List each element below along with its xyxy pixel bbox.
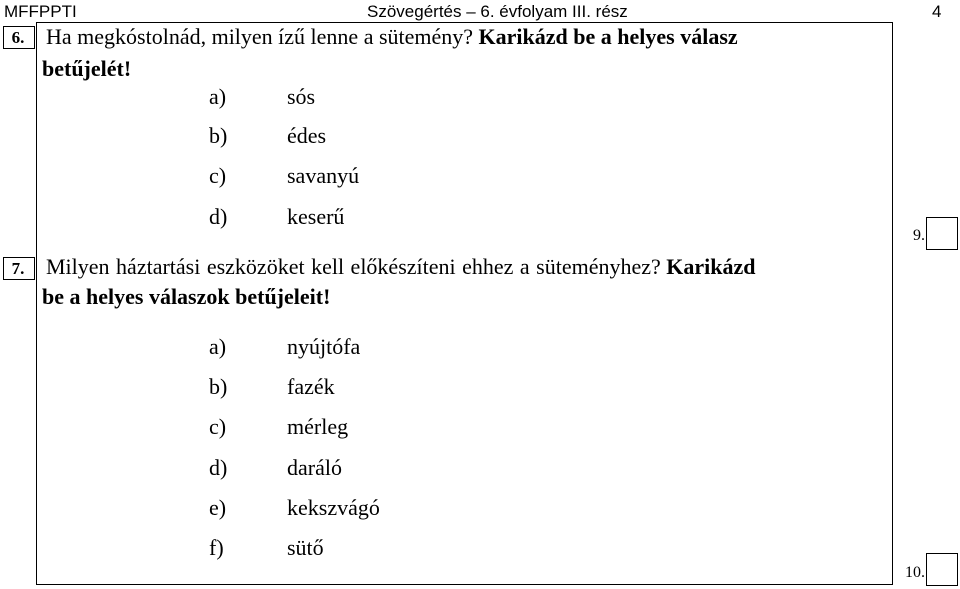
option-text: fazék — [287, 374, 335, 399]
header-left: MFFPPTI — [4, 2, 77, 21]
option-text: kekszvágó — [287, 495, 380, 520]
option-letter[interactable]: d) — [209, 455, 228, 480]
question-7-instruction-line2: be a helyes válaszok betűjeleit! — [42, 284, 331, 309]
option-letter[interactable]: c) — [209, 414, 227, 439]
question-7-number: 7. — [3, 257, 35, 280]
page-number: 4 — [932, 2, 942, 21]
question-7-score-label: 10. — [905, 564, 925, 581]
option-text: sós — [287, 84, 316, 109]
option-text: nyújtófa — [287, 334, 361, 359]
option-letter[interactable]: a) — [209, 334, 227, 359]
question-7-instruction: Karikázd — [666, 254, 756, 279]
question-7-score-box[interactable] — [926, 553, 958, 586]
option-letter[interactable]: d) — [209, 204, 228, 229]
option-letter[interactable]: b) — [209, 123, 228, 148]
option-text: savanyú — [287, 163, 360, 188]
option-letter[interactable]: e) — [209, 495, 227, 520]
option-text: daráló — [287, 455, 342, 480]
question-6-number: 6. — [3, 26, 35, 49]
option-letter[interactable]: c) — [209, 163, 227, 188]
question-7-prompt: Milyen háztartási eszközöket kell előkészíteni ehhez a süteményhez? — [46, 254, 661, 279]
question-6-instruction-line2: betűjelét! — [42, 56, 132, 81]
option-text: sütő — [287, 535, 324, 560]
question-6-instruction: Karikázd be a helyes válasz — [478, 24, 738, 49]
option-text: édes — [287, 123, 327, 148]
question-6-score-box[interactable] — [926, 217, 958, 250]
option-letter[interactable]: b) — [209, 374, 228, 399]
header-center: Szövegértés – 6. évfolyam III. rész — [367, 2, 628, 21]
question-6-score-label: 9. — [913, 227, 925, 244]
question-7-text-line1 — [46, 253, 756, 281]
question-6-text-line1 — [46, 23, 738, 51]
option-letter[interactable]: a) — [209, 84, 227, 109]
question-6-prompt: Ha megkóstolnád, milyen ízű lenne a sütemény? — [46, 24, 474, 49]
option-letter[interactable]: f) — [209, 535, 224, 560]
option-text: keserű — [287, 204, 345, 229]
option-text: mérleg — [287, 414, 349, 439]
